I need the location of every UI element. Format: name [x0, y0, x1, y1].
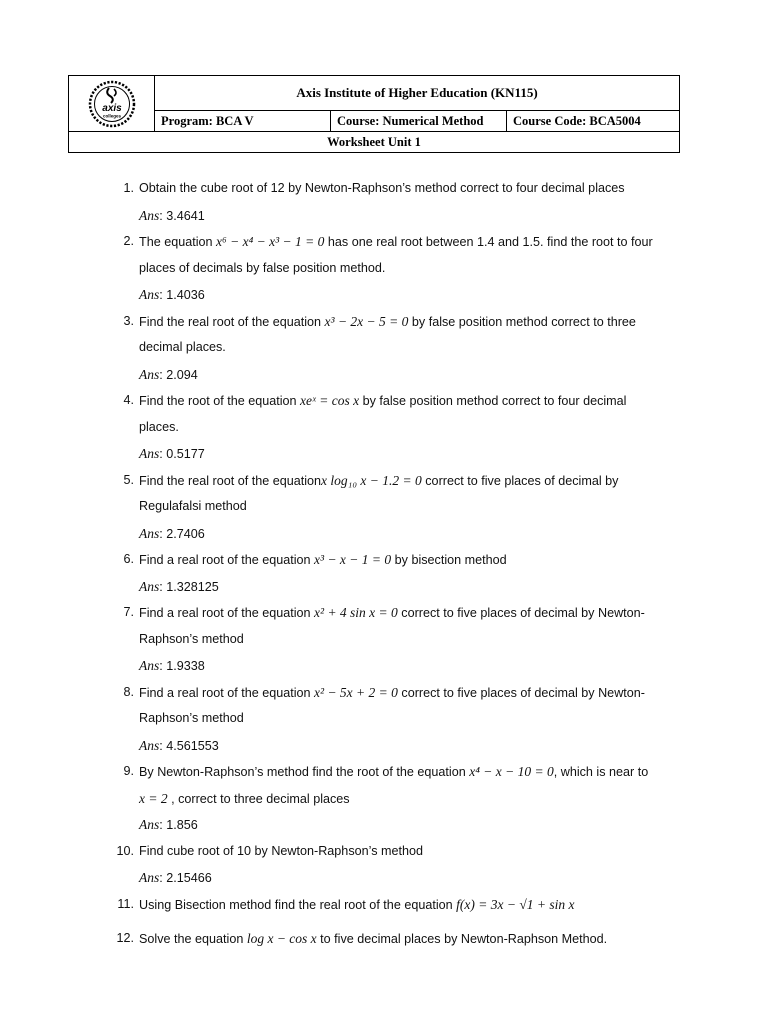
question-text: Raphson’s method	[139, 711, 244, 725]
question-number: 8.	[123, 684, 134, 699]
answer-value: : 2.7406	[159, 526, 205, 541]
question-text-line	[139, 931, 607, 947]
question-text-line	[139, 711, 244, 725]
math-expression: x³ − 2x − 5 = 0	[324, 313, 409, 329]
answer-label: Ans	[139, 578, 160, 594]
math-expression: xeˣ = cos x	[300, 393, 360, 408]
question-text: decimal places.	[139, 340, 226, 354]
logo-text: axis	[101, 102, 122, 114]
question-number: 11.	[117, 896, 134, 911]
question-number: 9.	[123, 764, 134, 778]
question-number: 1.	[123, 181, 134, 195]
answer	[139, 367, 198, 383]
program: Program: BCA V	[155, 111, 331, 131]
question-text-line	[139, 605, 645, 621]
worksheet-title: Worksheet Unit 1	[69, 131, 679, 152]
question-number: 6.	[123, 552, 134, 566]
answer-label: Ans	[139, 366, 160, 382]
math-expression: x⁴ − x − 10 = 0	[469, 764, 554, 779]
answer-value: : 4.561553	[159, 738, 219, 753]
question-text-line	[139, 685, 645, 701]
course-code: Course Code: BCA5004	[513, 113, 641, 128]
math-expression: x⁶ − x⁴ − x³ − 1 = 0	[216, 234, 325, 249]
question-text: Find the real root of the equation	[139, 314, 325, 329]
question-text: Regulafalsi method	[139, 499, 247, 513]
question-text: Find a real root of the equation	[139, 606, 315, 620]
logo-subtext: colleges	[102, 113, 121, 118]
answer	[139, 817, 198, 833]
question-text-line	[139, 393, 626, 409]
answer-label: Ans	[139, 658, 160, 673]
question-text-line	[139, 552, 507, 568]
question-text: to five decimal places by Newton-Raphson Method.	[316, 932, 608, 946]
answer-value: : 3.4641	[159, 208, 205, 223]
question-text: by false position method correct to three	[408, 314, 636, 329]
question-text-line	[139, 791, 350, 807]
course-info-row	[155, 110, 679, 131]
question-number: 10.	[116, 843, 134, 858]
question-text-line	[139, 314, 636, 330]
answer-value: : 1.328125	[159, 579, 219, 594]
header-table	[68, 75, 680, 153]
question-text: has one real root between 1.4 and 1.5. find the root to four	[324, 235, 653, 249]
answer-label: Ans	[139, 817, 160, 832]
question-text-line	[139, 632, 244, 646]
answer	[139, 658, 205, 674]
answer-label: Ans	[139, 207, 160, 223]
question-text-line	[139, 420, 179, 434]
answer-label: Ans	[139, 870, 160, 885]
answer	[139, 870, 212, 886]
question-text-line	[139, 234, 653, 250]
question-number: 12.	[116, 931, 134, 945]
question-text: Using Bisection method find the real root of the equation	[139, 897, 457, 912]
question-text: , which is near to	[553, 765, 649, 779]
course-name: Course: Numerical Method	[331, 111, 507, 131]
question-text: Obtain the cube root of 12 by Newton-Raphson’s method correct to four decimal places	[139, 181, 625, 195]
question-number: 5.	[123, 472, 134, 487]
answer-value: : 2.094	[159, 367, 198, 382]
logo-cell	[69, 76, 155, 131]
question-number: 4.	[123, 393, 134, 407]
answer-value: : 1.4036	[159, 288, 205, 302]
question-text: correct to five places of decimal by Newton-	[397, 606, 645, 620]
question-text: by false position method correct to four decimal	[359, 394, 627, 408]
question-text: places of decimals by false position method.	[139, 260, 386, 275]
answer-label: Ans	[139, 446, 160, 461]
question-text-line	[139, 764, 648, 780]
answer-value: : 0.5177	[159, 447, 205, 461]
question-text: Find a real root of the equation	[139, 685, 315, 700]
institute-name: Axis Institute of Higher Education (KN115)	[296, 85, 538, 100]
question-text-line	[139, 844, 423, 858]
math-expression: x³ − x − 1 = 0	[314, 552, 392, 567]
answer-label: Ans	[139, 525, 160, 541]
question-text-line	[139, 473, 618, 489]
math-expression: x² − 5x + 2 = 0	[314, 684, 398, 700]
answer	[139, 579, 219, 595]
question-number: 3.	[123, 313, 134, 328]
math-expression: f(x) = 3x − √1 + sin x	[456, 896, 575, 912]
question-text: The equation	[139, 235, 217, 249]
question-text: Solve the equation	[139, 932, 247, 946]
answer	[139, 738, 219, 754]
question-text: Find cube root of 10 by Newton-Raphson’s method	[139, 843, 423, 858]
question-text: Find the root of the equation	[139, 394, 301, 408]
question-text-line	[139, 897, 574, 913]
question-text: Raphson’s method	[139, 631, 244, 646]
question-number: 2.	[123, 234, 134, 248]
question-text: Find a real root of the equation	[139, 553, 315, 567]
question-text-line	[139, 181, 625, 195]
answer-value: : 1.856	[159, 818, 198, 832]
answer-label: Ans	[139, 287, 160, 302]
question-text: correct to five places of decimal by	[421, 473, 619, 488]
question-text: Find the real root of the equation	[139, 473, 322, 488]
answer-value: : 2.15466	[159, 871, 212, 885]
answer	[139, 208, 205, 224]
question-text: correct to five places of decimal by Newton-	[397, 685, 645, 700]
axis-logo	[87, 79, 137, 129]
question-number: 7.	[123, 605, 134, 619]
answer	[139, 446, 205, 462]
math-expression: log x − cos x	[246, 931, 317, 946]
question-text: places.	[139, 419, 179, 434]
answer-label: Ans	[139, 737, 160, 753]
answer	[139, 526, 205, 542]
question-text-line	[139, 261, 385, 275]
math-expression: x = 2	[139, 790, 168, 806]
question-text: , correct to three decimal places	[167, 791, 350, 806]
math-expression: x² + 4 sin x = 0	[314, 605, 398, 620]
question-text: By Newton-Raphson’s method find the root of the equation	[139, 765, 470, 779]
answer-value: : 1.9338	[159, 659, 205, 673]
math-expression: x log₁₀ x − 1.2 = 0	[321, 472, 422, 488]
question-text-line	[139, 499, 247, 513]
question-text: by bisection method	[391, 553, 507, 567]
answer	[139, 287, 205, 303]
question-text-line	[139, 340, 226, 354]
